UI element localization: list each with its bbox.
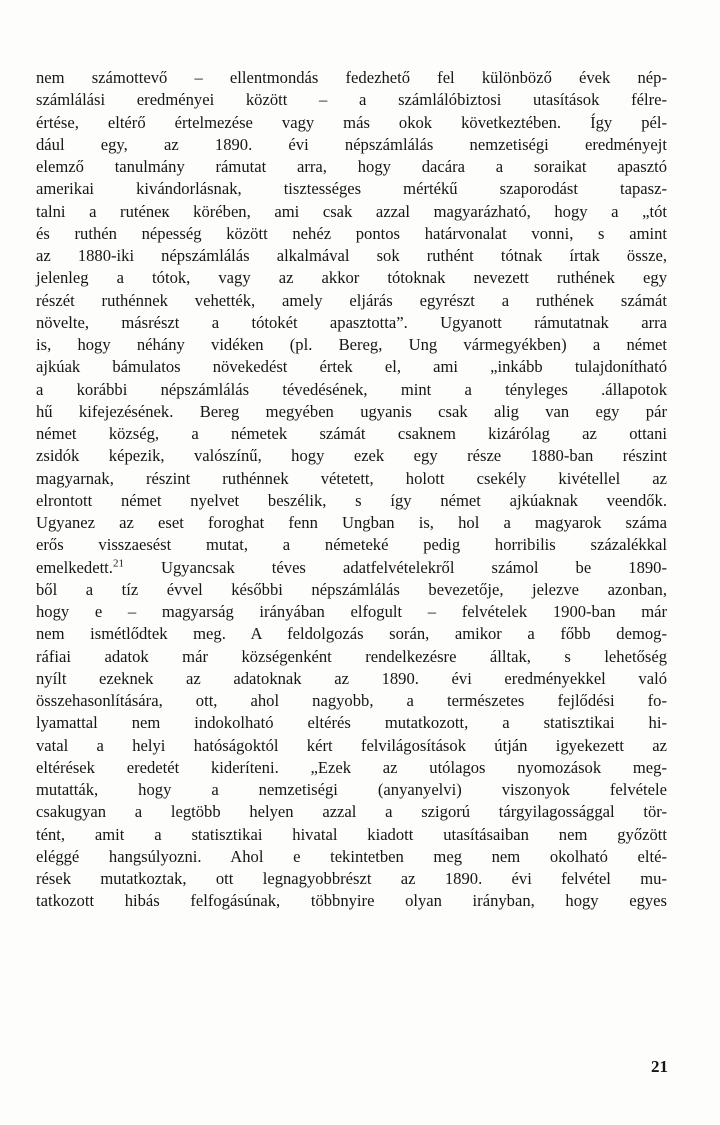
text-line: és ruthén népesség között nehéz pontos határvonalat vonni, s amint [36, 223, 667, 243]
text-line: is, hogy néhány vidéken (pl. Bereg, Ung vármegyékben) a német [36, 335, 667, 354]
text-line: eléggé hangsúlyozni. Ahol e tekintetben meg nem okolható elté- [36, 846, 667, 866]
text-line: zsidók képezik, valószínű, hogy ezek egy része 1880-ban részint [36, 446, 667, 466]
text-line: csakugyan a legtöbb helyen azzal a szigorú tárgyilagossággal tör- [36, 802, 667, 822]
text-fragment: emelkedett. [36, 557, 113, 577]
page-number: 21 [651, 1057, 668, 1076]
text-line: részét ruthénnek vehették, amely eljárás egyrészt a ruthének számát [36, 290, 667, 310]
text-line: tatkozott hibás felfogásúnak, többnyire olyan irányban, hogy egyes [36, 891, 667, 911]
text-line: talni a ruténeк körében, ami csak azzal magyarázható, hogy a „tót [36, 201, 667, 221]
text-line: nem számottevő – ellentmondás fedezhető fel különböző évek nép- [36, 68, 667, 87]
text-line: elrontott német nyelvet beszélik, s így német ajkúaknak veendők. [36, 490, 667, 510]
text-line: számlálási eredményei között – a számlálóbiztosi utasítások félre- [36, 90, 667, 110]
text-line: magyarnak, részint ruthénnek vétetett, holott csekély kivétellel az [36, 468, 667, 488]
text-line: ből a tíz évvel későbbi népszámlálás bevezetője, jelezve azonban, [36, 579, 667, 599]
text-line: dául egy, az 1890. évi népszámlálás nemzetiségi eredményejt [36, 134, 667, 154]
text-line: rések mutatkoztak, ott legnagyobbrészt az 1890. évi felvétel mu- [36, 869, 667, 888]
text-line: nem ismétlődtek meg. A feldolgozás során, amikor a főbb demog- [36, 624, 667, 644]
text-line: vatal a helyi hatóságoktól kért felvilágosítások útján igyekezett az [36, 735, 667, 755]
text-line: tént, amit a statisztikai hivatal kiadott utasításaiban nem győzött [36, 824, 667, 844]
text-line: mutatták, hogy a nemzetiségi (anyanyelvi) viszonyok felvétele [36, 780, 667, 799]
text-line: ráfiai adatok már községenként rendelkezésre álltak, s lehetőség [36, 646, 667, 666]
footnote-reference[interactable]: 21 [112, 556, 124, 569]
text-line: elemző tanulmány rámutat arra, hogy dacára a soraikat apasztó [36, 157, 667, 176]
text-line: a korábbi népszámlálás tévedésének, mint a tényleges .állapotok [36, 379, 667, 399]
text-line-with-footnote [36, 557, 667, 579]
text-line: értése, eltérő értelmezése vagy más okok következtében. Így pél- [36, 112, 667, 132]
text-line: nyílt ezeknek az adatoknak az 1890. évi eredményekkel való [36, 668, 667, 688]
text-fragment: Ugyancsak téves adatfelvételekről számol be 1890- [123, 557, 667, 577]
text-line: erős visszaesést mutat, a németeké pedig horribilis százalékkal [36, 535, 667, 555]
body-text [36, 67, 667, 913]
text-line: növelte, másrészt a tótokét apasztotta”. Ugyanott rámutatnak arra [36, 312, 667, 332]
text-line: amerikai kivándorlásnak, tisztességes mértékű szaporodást tapasz- [36, 179, 667, 199]
text-line: Ugyanez az eset foroghat fenn Ungban is, hol a magyarok száma [36, 513, 667, 532]
text-line: hű kifejezésének. Bereg megyében ugyanis csak alig van egy pár [36, 401, 667, 421]
text-line: eltérések eredetét kideríteni. „Ezek az utólagos nyomozások meg- [36, 757, 667, 777]
text-line: lyamattal nem indokolható eltérés mutatkozott, a statisztikai hi- [36, 713, 667, 733]
text-line: ajkúak bámulatos növekedést értek el, ami „inkább tulajdonítható [36, 357, 667, 377]
text-line: német község, a németek számát csaknem kizárólag az ottani [36, 424, 667, 443]
text-line: hogy e – magyarság irányában elfogult – felvételek 1900-ban már [36, 602, 667, 621]
text-line: összehasonlítására, ott, ahol nagyobb, a természetes fejlődési fo- [36, 691, 667, 710]
text-line: az 1880-iki népszámlálás alkalmával sok ruthént tótnak írtak össze, [36, 246, 667, 265]
text-line: jelenleg a tótok, vagy az akkor tótoknak nevezett ruthének egy [36, 268, 667, 288]
